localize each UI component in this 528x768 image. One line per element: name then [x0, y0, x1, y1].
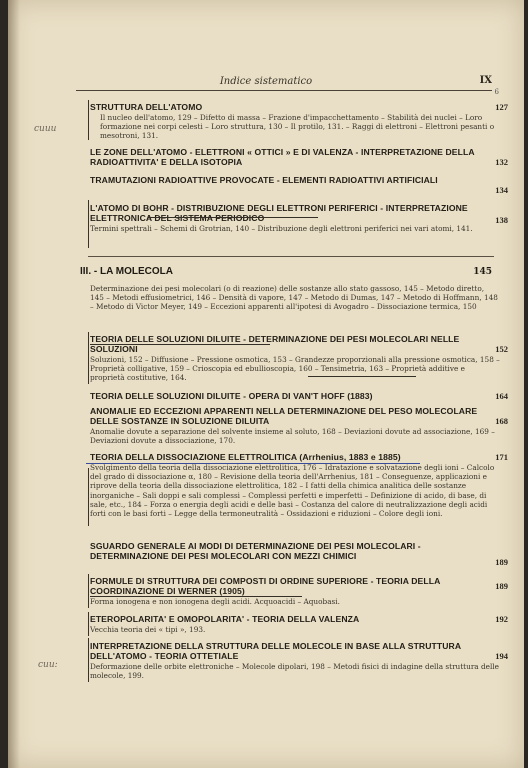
chapter-page: 145	[473, 267, 492, 277]
toc-entry-zone-atomo	[90, 147, 508, 167]
toc-entry-title: LE ZONE DELL'ATOMO - ELETTRONI « OTTICI » E DI VALENZA - INTERPRETAZIONE DELLA RADIOATTIVITA' E DELLA ISOTOPIA	[90, 147, 475, 167]
toc-entry-page: 192	[495, 614, 508, 624]
pen-underline	[308, 376, 416, 377]
chapter-divider	[88, 256, 494, 257]
blue-underline	[86, 463, 420, 464]
toc-entry-interpretazione-molecole	[90, 641, 508, 681]
bracket-mark	[88, 200, 89, 248]
toc-entry-page: 171	[495, 452, 508, 462]
toc-entry-page: 134	[495, 185, 508, 195]
toc-entry-title: FORMULE DI STRUTTURA DEI COMPOSTI DI ORDINE SUPERIORE - TEORIA DELLA COORDINAZIONE DI WERNER (1905)	[90, 576, 441, 596]
toc-entry-desc: Deformazione delle orbite elettroniche – Molecole dipolari, 198 – Metodi fisici di indagine della struttura delle molecole, 199.	[90, 662, 499, 681]
chapter-desc-block	[90, 283, 500, 312]
toc-entry-title: STRUTTURA DELL'ATOMO	[90, 102, 203, 112]
pen-underline	[90, 596, 302, 597]
bracket-mark	[88, 638, 89, 682]
toc-entry-page: 152	[495, 344, 508, 354]
toc-entry-vant-hoff	[90, 391, 508, 401]
toc-entry-dissociazione	[90, 452, 508, 519]
toc-entry-title: TEORIA DELLE SOLUZIONI DILUITE - OPERA DI VAN'T HOFF (1883)	[90, 391, 373, 401]
bracket-mark	[88, 468, 89, 526]
toc-entry-desc: Termini spettrali – Schemi di Grotrian, 140 – Distribuzione degli elettroni periferici nei vari atomi, 141.	[90, 224, 473, 233]
toc-entry-desc: Forma ionogena e non ionogena degli acidi. Acquoacidi – Aquobasi.	[90, 597, 340, 606]
toc-entry-title: SGUARDO GENERALE AI MODI DI DETERMINAZIONE DEI PESI MOLECOLARI - DETERMINAZIONE DEI PESI MOLECOLARI CON MEZZI CHIMICI	[90, 541, 421, 561]
toc-entry-atomo-bohr	[90, 203, 508, 233]
toc-entry-title: ETEROPOLARITA' E OMOPOLARITA' - TEORIA DELLA VALENZA	[90, 614, 360, 624]
toc-entry-desc: Vecchia teoria dei « tipi », 193.	[90, 625, 206, 634]
toc-entry-page: 164	[495, 391, 508, 401]
bracket-mark	[88, 332, 89, 384]
toc-entry-sguardo-generale	[90, 541, 508, 567]
toc-entry-title: TRAMUTAZIONI RADIOATTIVE PROVOCATE - ELEMENTI RADIOATTIVI ARTIFICIALI	[90, 175, 438, 185]
toc-entry-page: 132	[495, 157, 508, 167]
corner-mark: 6	[494, 88, 499, 96]
toc-entry-eteropolarita	[90, 614, 508, 634]
pencil-note: cuuu	[34, 124, 57, 134]
toc-entry-desc: Svolgimento della teoria della dissociazione elettrolitica, 176 – Idratazione e solvatazione degli ioni – Calcolo del grado di dissociazione α, 180 – Revisione della teoria dell'Arrhenius, 181 – Conseguenze, applicazioni e riprove della teoria della dissociazione elettrolitica, 182 – I fatti della chimica analitica delle sostanze inorganiche – Sali doppi e sali complessi – Complessi perfetti e imperfetti – Definizione di acido, di base, di sale, etc., 184 – Forza o energia degli acidi e delle basi – Costanza del calore di neutralizzazione degli acidi forti con le basi forti – Legge della termoneutralità – Ossidazioni e riduzioni – Colore degli ioni.	[90, 463, 495, 519]
toc-entry-formule-struttura	[90, 576, 508, 606]
toc-entry-struttura-atomo	[90, 102, 508, 141]
chapter-desc: Determinazione dei pesi molecolari (o di reazione) delle sostanze allo stato gassoso, 145 – Metodo diretto, 145 – Metodi effusiometrici, 146 – Densità di vapore, 147 – Metodo di Dumas, 147 – Metodo di Hoffmann, 148 – Metodo di Victor Meyer, 149 – Eccezioni apparenti all'ipotesi di Avogadro – Dissociazione termica, 150	[90, 284, 498, 312]
toc-entry-soluzioni-diluite	[90, 334, 508, 383]
toc-entry-title: TEORIA DELLE SOLUZIONI DILUITE - DETERMINAZIONE DEI PESI MOLECOLARI NELLE SOLUZIONI	[90, 334, 460, 354]
toc-entry-desc: Soluzioni, 152 – Diffusione – Pressione osmotica, 153 – Grandezze proporzionali alla pressione osmotica, 158 – Proprietà colligative, 159 – Crioscopia ed ebullioscopia, 160 – Tensimetria, 163 – Proprietà additive e proprietà costitutive, 164.	[90, 355, 500, 383]
toc-entry-page: 189	[495, 557, 508, 567]
pen-underline	[90, 344, 270, 345]
toc-entry-page: 194	[495, 651, 508, 661]
bracket-mark	[88, 612, 89, 636]
toc-entry-title: ANOMALIE ED ECCEZIONI APPARENTI NELLA DETERMINAZIONE DEL PESO MOLECOLARE DELLE SOSTANZE IN SOLUZIONE DILUITA	[90, 406, 478, 426]
chapter-title: III. - LA MOLECOLA	[80, 266, 173, 277]
pencil-note: cuu:	[38, 660, 58, 670]
toc-entry-page: 168	[495, 416, 508, 426]
toc-entry-desc: Anomalie dovute a separazione del solvente insieme al soluto, 168 – Deviazioni dovute ad associazione, 169 – Deviazioni dovute a dissociazione, 170.	[90, 427, 495, 446]
book-page	[8, 0, 524, 768]
toc-entry-page: 189	[495, 581, 508, 591]
toc-entry-anomalie	[90, 406, 508, 446]
toc-entry-page: 138	[495, 215, 508, 225]
toc-entry-title: L'ATOMO DI BOHR - DISTRIBUZIONE DEGLI ELETTRONI PERIFERICI - INTERPRETAZIONE ELETTRONICA DEL SISTEMA PERIODICO	[90, 203, 468, 223]
toc-entry-page: 127	[495, 102, 508, 112]
toc-entry-title: INTERPRETAZIONE DELLA STRUTTURA DELLE MOLECOLE IN BASE ALLA STRUTTURA DELL'ATOMO - TEORIA OTTETIALE	[90, 641, 461, 661]
running-head: Indice sistematico	[219, 76, 313, 87]
toc-entry-desc: Il nucleo dell'atomo, 129 – Difetto di massa – Frazione d'impacchettamento – Stabilità dei nuclei – Loro formazione nei corpi celesti – Loro struttura, 130 – Il protilo, 131. – Raggi di elettroni – Elettroni pesanti o mesotroni, 131.	[100, 113, 495, 141]
toc-entry-tramutazioni	[90, 175, 508, 195]
pen-underline	[148, 217, 318, 218]
bracket-mark	[88, 574, 89, 608]
toc-entry-title: TEORIA DELLA DISSOCIAZIONE ELETTROLITICA (Arrhenius, 1883 e 1885)	[90, 452, 401, 462]
page-number: IX	[479, 75, 492, 86]
bracket-mark	[88, 100, 89, 140]
header-rule	[76, 90, 492, 91]
